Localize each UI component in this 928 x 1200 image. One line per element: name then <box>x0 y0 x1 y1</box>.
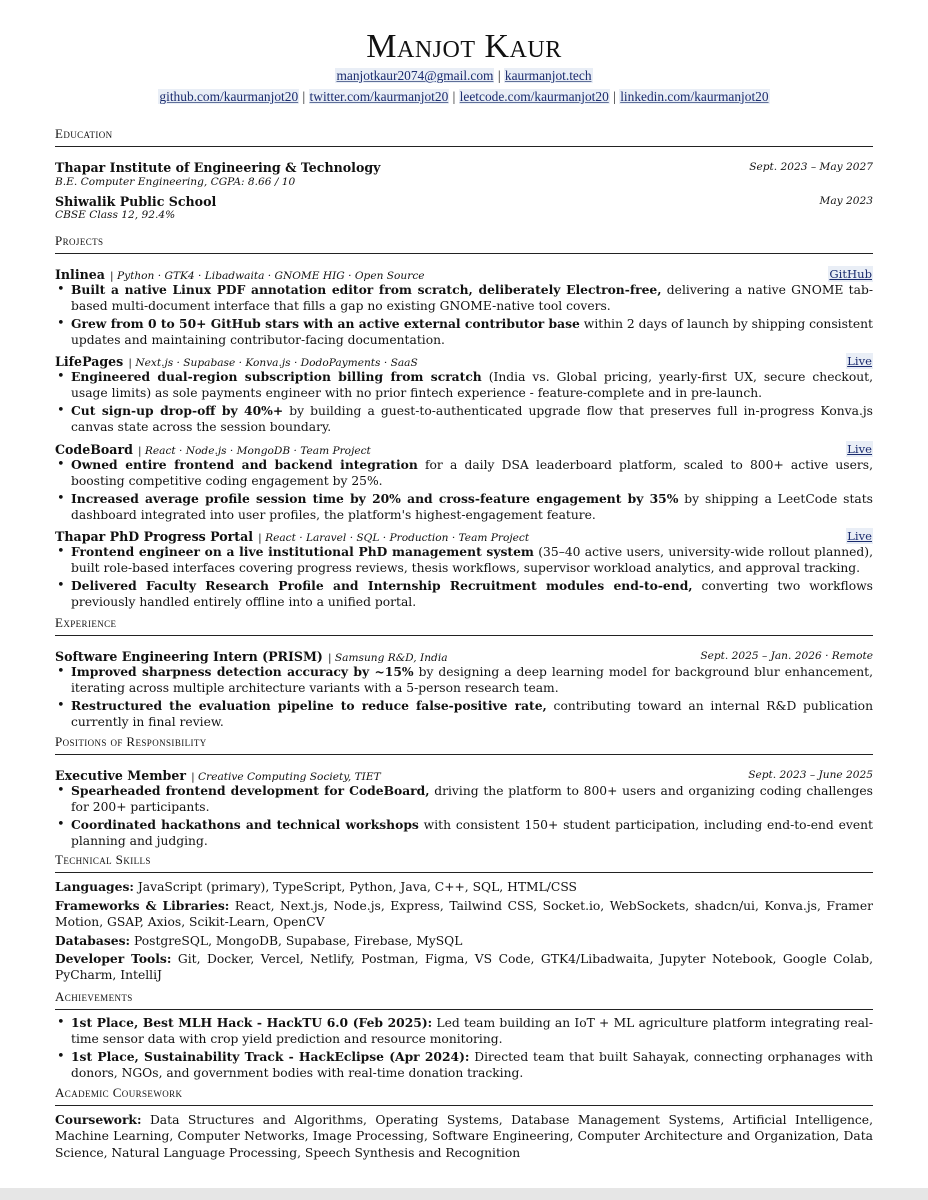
project-header-lifepages: LifePages | Next.js · Supabase · Konva.js · DodoPayments · SaaS Live <box>55 354 872 369</box>
list-item: • Improved sharpness detection accuracy by ~15% by designing a deep learning model for background blur enhancement, iterating across multiple architecture variants with a 5-person research team. <box>55 664 873 697</box>
section-divider <box>55 635 873 636</box>
project-bullets-lifepages <box>55 369 873 436</box>
achievement-bullets <box>55 1015 873 1082</box>
viewer-bottom-edge <box>0 1188 928 1200</box>
role-title: Executive Member <box>55 768 186 783</box>
skills-languages: Languages: JavaScript (primary), TypeScript, Python, Java, C++, SQL, HTML/CSS <box>55 879 577 894</box>
section-heading-achievements: Achievements <box>55 989 133 1004</box>
separator: | <box>302 89 306 104</box>
position-entry: Executive Member | Creative Computing Society, TIET Sept. 2023 – June 2025 <box>55 768 873 783</box>
section-heading-education: Education <box>55 126 113 141</box>
project-name: Inlinea <box>55 267 105 282</box>
section-divider <box>55 1009 873 1010</box>
separator: | <box>452 89 456 104</box>
github-link[interactable]: github.com/kaurmanjot20 <box>159 89 299 104</box>
contact-line-1 <box>55 67 873 84</box>
list-item: • Engineered dual-region subscription billing from scratch (India vs. Global pricing, yearly-first UX, secure checkout, usage limits) as sole payments engineer with no prior fintech experience - feature-complete and in pre-launch. <box>55 369 873 402</box>
list-item: • Cut sign-up drop-off by 40%+ by building a guest-to-authenticated upgrade flow that preserves full in-progress Konva.js canvas state across the session boundary. <box>55 403 873 436</box>
role-title: Software Engineering Intern (PRISM) <box>55 649 323 664</box>
section-divider <box>55 872 873 873</box>
list-item: • 1st Place, Best MLH Hack - HackTU 6.0 (Feb 2025): Led team building an IoT + ML agriculture platform integrating real-time sensor data with crop yield prediction and resource monitoring. <box>55 1015 873 1048</box>
section-heading-positions: Positions of Responsibility <box>55 734 207 749</box>
list-item: • Spearheaded frontend development for CodeBoard, driving the platform to 800+ users and organizing coding challenges for 200+ participants. <box>55 783 873 816</box>
experience-bullets <box>55 664 873 731</box>
website-link[interactable]: kaurmanjot.tech <box>504 68 592 83</box>
project-tech-sep: | <box>110 270 117 282</box>
education-detail: CBSE Class 12, 92.4% <box>55 209 176 221</box>
section-divider <box>55 146 873 147</box>
project-name: CodeBoard <box>55 442 133 457</box>
project-tech: Next.js · Supabase · Konva.js · DodoPayments · SaaS <box>135 357 418 369</box>
list-item: • 1st Place, Sustainability Track - HackEclipse (Apr 2024): Directed team that built Sahayak, connecting orphanages with donors, NGOs, and government bodies with real-time donation tracking. <box>55 1049 873 1082</box>
position-dates: Sept. 2023 – June 2025 <box>748 769 873 781</box>
skills-frameworks: Frameworks & Libraries: React, Next.js, Node.js, Express, Tailwind CSS, Socket.io, WebSockets, shadcn/ui, Konva.js, Framer Motion, GSAP, Axios, Scikit-Learn, OpenCV <box>55 898 873 930</box>
list-item: • Owned entire frontend and backend integration for a daily DSA leaderboard platform, scaled to 800+ active users, boosting competitive coding engagement by 25%. <box>55 457 873 490</box>
linkedin-link[interactable]: linkedin.com/kaurmanjot20 <box>620 89 769 104</box>
project-link[interactable]: Live <box>847 529 872 543</box>
school-name: Thapar Institute of Engineering & Technology <box>55 160 381 175</box>
project-header-codeboard: CodeBoard | React · Node.js · MongoDB · Team Project Live <box>55 442 872 457</box>
email-link[interactable]: manjotkaur2074@gmail.com <box>336 68 494 83</box>
project-link[interactable]: Live <box>847 442 872 456</box>
section-divider <box>55 1105 873 1106</box>
skills-tools: Developer Tools: Git, Docker, Vercel, Netlify, Postman, Figma, VS Code, GTK4/Libadwaita, Jupyter Notebook, Google Colab, PyCharm, IntelliJ <box>55 951 873 983</box>
separator: | <box>613 89 616 104</box>
education-entry-shiwalik <box>55 193 873 209</box>
project-bullets-codeboard <box>55 457 873 524</box>
project-name: Thapar PhD Progress Portal <box>55 529 254 544</box>
list-item: • Increased average profile session time by 20% and cross-feature engagement by 35% by shipping a LeetCode stats dashboard integrated into user profiles, the platform's highest-engagement feature. <box>55 491 873 524</box>
list-item: • Frontend engineer on a live institutional PhD management system (35–40 active users, university-wide rollout planned), built role-based interfaces covering progress reviews, thesis workflows, supervisor workload analytics, and approval tracking. <box>55 544 873 577</box>
leetcode-link[interactable]: leetcode.com/kaurmanjot20 <box>459 89 609 104</box>
education-entry-thapar <box>55 159 873 175</box>
school-name: Shiwalik Public School <box>55 194 217 209</box>
project-link[interactable]: Live <box>847 354 872 368</box>
organization: Creative Computing Society, TIET <box>198 771 381 783</box>
twitter-link[interactable]: twitter.com/kaurmanjot20 <box>309 89 449 104</box>
project-name: LifePages <box>55 354 124 369</box>
project-header-phd-portal: Thapar PhD Progress Portal | React · Laravel · SQL · Production · Team Project Live <box>55 529 872 544</box>
organization: Samsung R&D, India <box>334 652 448 664</box>
project-bullets-inlinea <box>55 282 873 349</box>
skills-databases: Databases: PostgreSQL, MongoDB, Supabase, Firebase, MySQL <box>55 933 463 948</box>
list-item: • Built a native Linux PDF annotation editor from scratch, deliberately Electron-free, delivering a native GNOME tab-based multi-document interface that fills a gap no existing GNOME-native tool covers. <box>55 282 873 315</box>
project-tech: React · Laravel · SQL · Production · Team Project <box>265 532 530 544</box>
section-divider <box>55 754 873 755</box>
experience-entry: Software Engineering Intern (PRISM) | Samsung R&D, India Sept. 2025 – Jan. 2026 · Remote <box>55 649 873 664</box>
education-detail: B.E. Computer Engineering, CGPA: 8.66 / 10 <box>55 176 296 188</box>
list-item: • Delivered Faculty Research Profile and Internship Recruitment modules end-to-end, converting two workflows previously handled entirely offline into a unified portal. <box>55 578 873 611</box>
section-heading-coursework: Academic Coursework <box>55 1085 183 1100</box>
candidate-name: Manjot Kaur <box>366 28 562 65</box>
section-divider <box>55 253 873 254</box>
education-dates: Sept. 2023 – May 2027 <box>749 161 873 173</box>
list-item: • Restructured the evaluation pipeline to reduce false-positive rate, contributing toward an internal R&D publication currently in final review. <box>55 698 873 731</box>
separator: | <box>497 68 501 83</box>
project-header-inlinea <box>55 266 873 282</box>
position-bullets <box>55 783 873 850</box>
section-heading-skills: Technical Skills <box>55 852 151 867</box>
experience-dates: Sept. 2025 – Jan. 2026 · Remote <box>700 650 873 662</box>
education-dates: May 2023 <box>819 195 873 207</box>
project-tech: Python · GTK4 · Libadwaita · GNOME HIG · Open Source <box>116 270 425 282</box>
project-tech: React · Node.js · MongoDB · Team Project <box>144 445 371 457</box>
coursework-list: Coursework: Data Structures and Algorithms, Operating Systems, Database Management Systems, Artificial Intelligence, Machine Learning, Computer Networks, Image Processing, Software Engineering, Computer Architecture and Organization, Data Science, Natural Language Processing, Speech Synthesis and Recognition <box>55 1112 873 1160</box>
section-heading-projects: Projects <box>55 233 104 248</box>
list-item: • Grew from 0 to 50+ GitHub stars with an active external contributor base within 2 days of launch by shipping consistent updates and maintaining contributor-facing documentation. <box>55 316 873 349</box>
project-link[interactable]: GitHub <box>829 267 872 281</box>
contact-line-2 <box>55 88 873 105</box>
list-item: • Coordinated hackathons and technical workshops with consistent 150+ student participation, including end-to-end event planning and judging. <box>55 817 873 850</box>
project-bullets-phd-portal <box>55 544 873 611</box>
section-heading-experience: Experience <box>55 615 117 630</box>
